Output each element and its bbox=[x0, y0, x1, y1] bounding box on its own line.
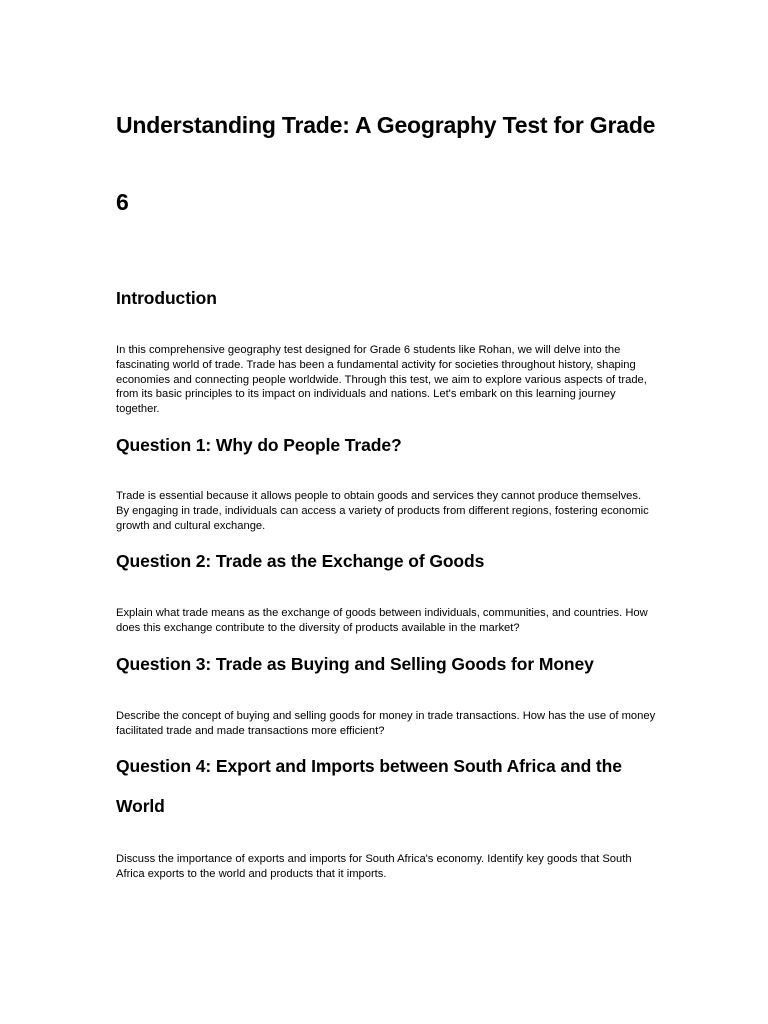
section-heading-question-3: Question 3: Trade as Buying and Selling Goods for Money bbox=[116, 654, 594, 674]
section-body-introduction: In this comprehensive geography test designed for Grade 6 students like Rohan, we will delve into the fascinating world of trade. Trade has been a fundamental activity for societies throughout history, shaping economies and connecting people worldwide. Through this test, we aim to explore various aspects of trade, from its basic principles to its impact on individuals and nations. Let's embark on this learning journey together. bbox=[116, 344, 647, 416]
document-title: Understanding Trade: A Geography Test for Grade 6 bbox=[116, 112, 656, 215]
section-heading-question-4: Question 4: Export and Imports between South Africa and the World bbox=[116, 756, 622, 816]
section-heading-introduction: Introduction bbox=[116, 288, 217, 308]
section-body-question-3: Describe the concept of buying and selling goods for money in trade transactions. How has the use of money facilitated trade and made transactions more efficient? bbox=[116, 710, 656, 737]
section-body-question-4: Discuss the importance of exports and imports for South Africa's economy. Identify key goods that South Africa exports to the world and products that it imports. bbox=[116, 853, 632, 880]
section-heading-question-2: Question 2: Trade as the Exchange of Goods bbox=[116, 551, 485, 571]
section-body-question-1: Trade is essential because it allows people to obtain goods and services they cannot produce themselves. By engaging in trade, individuals can access a variety of products from different regions, fostering economic growth and cultural exchange. bbox=[116, 490, 649, 532]
section-body-question-2: Explain what trade means as the exchange of goods between individuals, communities, and countries. How does this exchange contribute to the diversity of products available in the market? bbox=[116, 607, 648, 634]
section-heading-question-1: Question 1: Why do People Trade? bbox=[116, 435, 402, 455]
